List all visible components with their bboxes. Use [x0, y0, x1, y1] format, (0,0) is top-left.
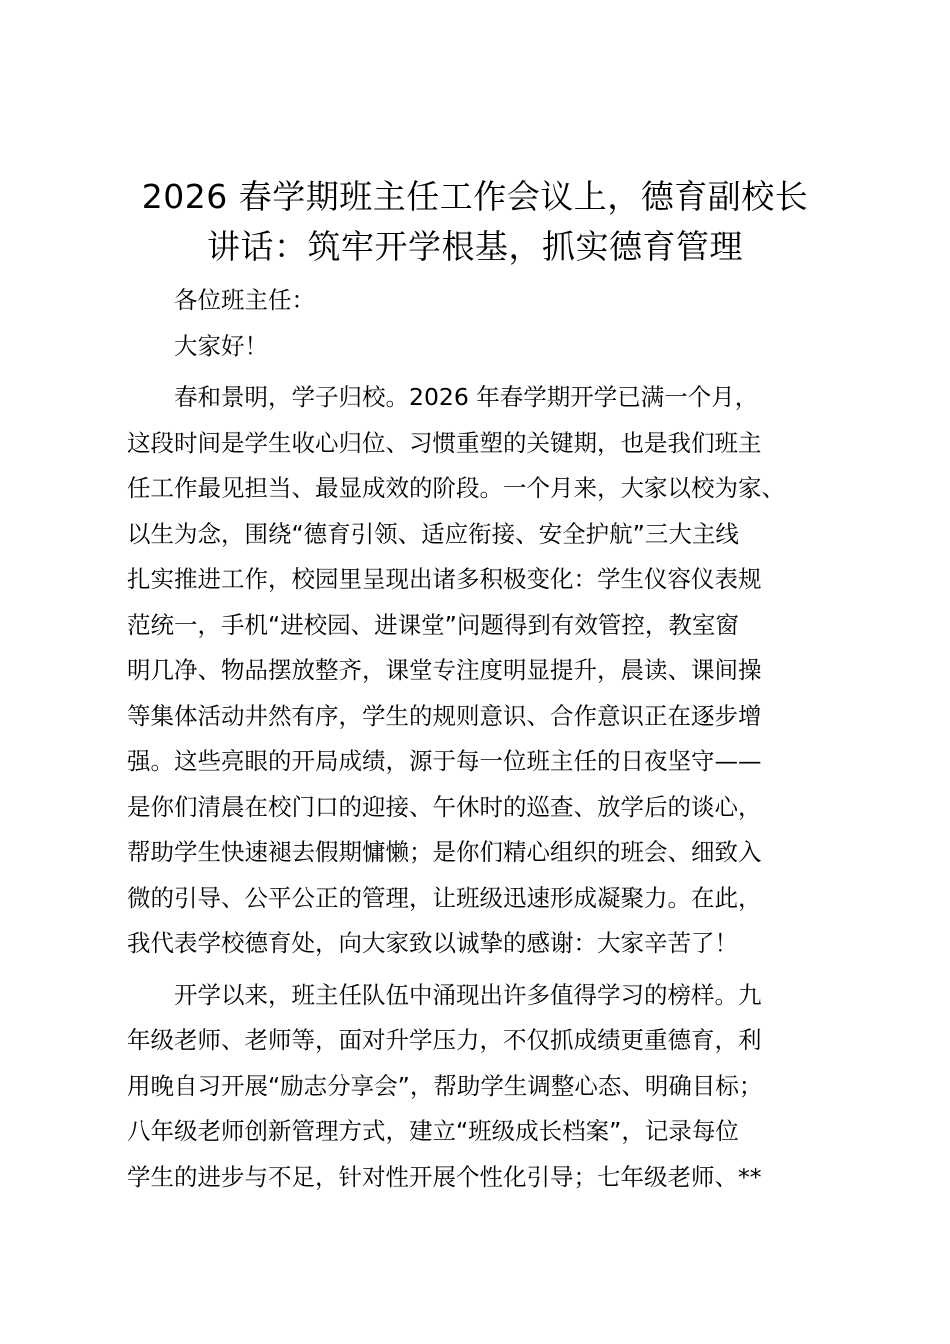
paragraph-1-line: 以生为念，围绕“德育引领、适应衔接、安全护航”三大主线	[127, 519, 739, 548]
paragraph-1-line: 是你们清晨在校门口的迎接、午休时的巡查、放学后的谈心，	[127, 792, 762, 821]
paragraph-1-line: 强。这些亮眼的开局成绩，源于每一位班主任的日夜坚守——	[127, 747, 762, 775]
greeting: 大家好！	[174, 331, 268, 360]
paragraph-1-line: 扎实推进工作，校园里呈现出诸多积极变化：学生仪容仪表规	[127, 565, 762, 593]
paragraph-2-line: 用晚自习开展“励志分享会”，帮助学生调整心态、明确目标；	[127, 1071, 763, 1100]
speech-body	[127, 278, 837, 1200]
paragraph-1-line: 明几净、物品摆放整齐，课堂专注度明显提升，晨读、课间操	[127, 656, 762, 684]
paragraph-1-line: 范统一，手机“进校园、进课堂”问题得到有效管控，教室窗	[127, 610, 739, 639]
paragraph-1-line: 微的引导、公平公正的管理，让班级迅速形成凝聚力。在此，	[127, 883, 762, 912]
paragraph-2-line: 八年级老师创新管理方式，建立“班级成长档案”，记录每位	[127, 1117, 739, 1145]
document-title	[0, 172, 950, 272]
title-line-1: 2026 春学期班主任工作会议上，德育副校长	[141, 177, 809, 216]
paragraph-1-line: 我代表学校德育处，向大家致以诚挚的感谢：大家辛苦了！	[127, 929, 738, 957]
paragraph-1-line: 春和景明，学子归校。2026 年春学期开学已满一个月，	[174, 383, 759, 411]
paragraph-1-line: 这段时间是学生收心归位、习惯重塑的关键期，也是我们班主	[127, 428, 762, 457]
paragraph-2-line: 年级老师、老师等，面对升学压力，不仅抓成绩更重德育，利	[127, 1026, 762, 1054]
paragraph-1-line: 帮助学生快速褪去假期慵懒；是你们精心组织的班会、细致入	[127, 838, 762, 866]
paragraph-1	[127, 375, 837, 967]
paragraph-1-line: 任工作最见担当、最显成效的阶段。一个月来，大家以校为家、	[127, 474, 785, 502]
paragraph-2-line: 学生的进步与不足，针对性开展个性化引导；七年级老师、**	[127, 1162, 762, 1191]
salutation: 各位班主任：	[174, 286, 315, 314]
paragraph-1-line: 等集体活动井然有序，学生的规则意识、合作意识正在逐步增	[127, 701, 762, 730]
paragraph-2-line: 开学以来，班主任队伍中涌现出许多值得学习的榜样。九	[174, 980, 762, 1009]
title-line-2: 讲话：筑牢开学根基，抓实德育管理	[207, 227, 743, 266]
paragraph-2	[127, 973, 837, 1201]
